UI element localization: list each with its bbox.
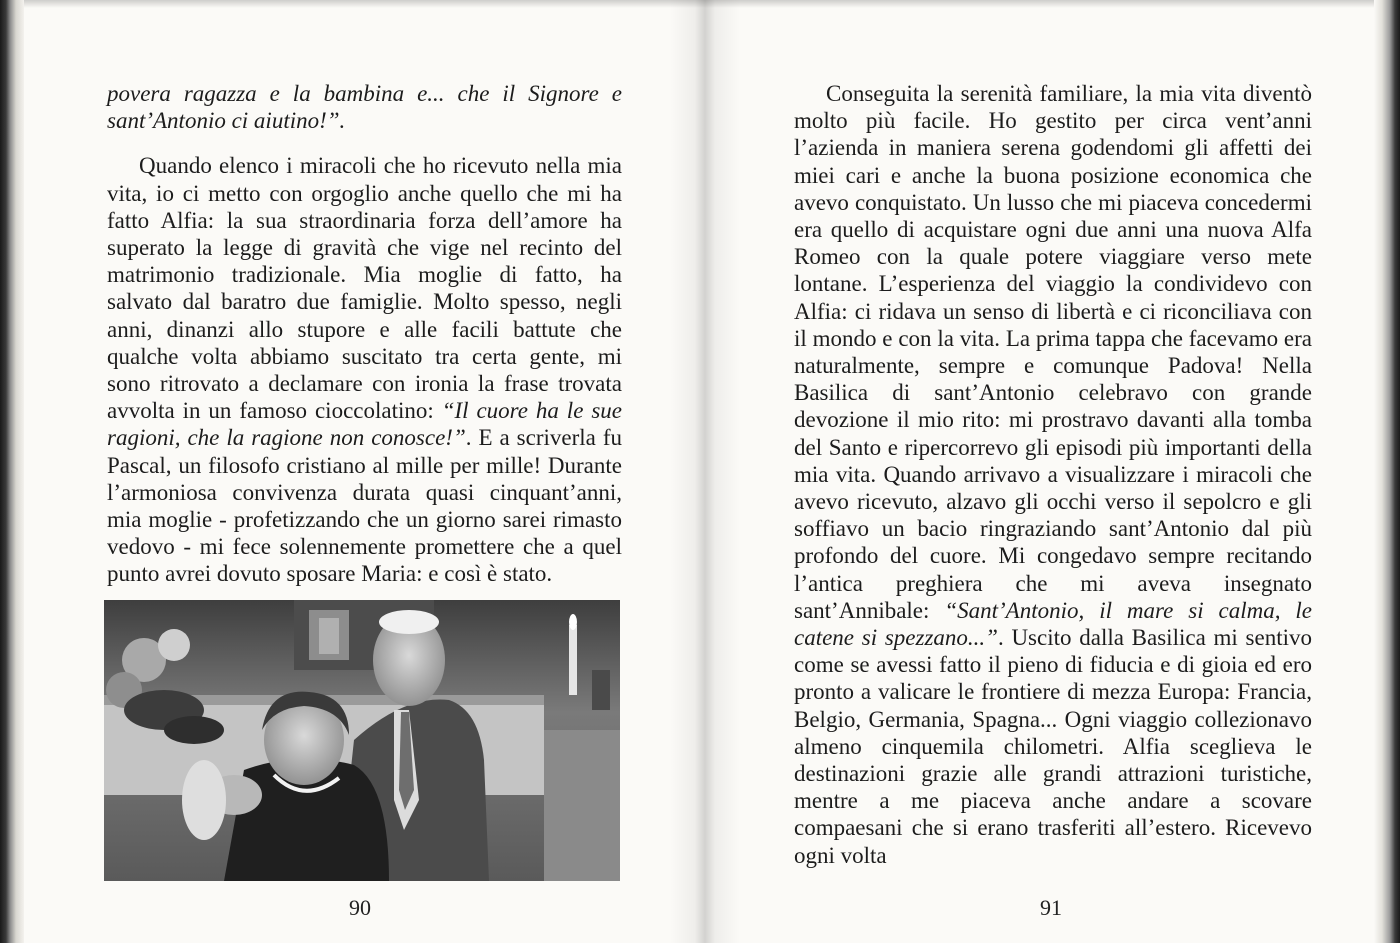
left-page-edge [0,0,24,943]
right-page-edge [1374,0,1400,943]
couple-photo [104,600,620,881]
right-page-text [794,80,1312,869]
left-paragraph [107,152,622,587]
left-page-text [107,80,622,588]
prayer-quote: “Sant’Antonio, il mare si calma, le catene si spezzano...” [794,597,1313,651]
book-gutter [670,0,740,943]
pascal-quote: “Il cuore ha le sue ragioni, che la ragione non conosce!” [107,398,622,451]
quote-continuation: povera ragazza e la bambina e... che il Signore e sant’Antonio ci aiutino!”. [107,81,622,134]
page-number-left: 90 [349,895,371,920]
page-number-right: 91 [1040,895,1062,920]
left-paragraph-part1: Quando elenco i miracoli che ho ricevuto nella mia vita, io ci metto con orgoglio anche quello che mi ha fatto Alfia: la sua straordinaria forza dell’amore ha superato la legge di gravità che vige nel recinto del matrimonio tradizionale. Mia moglie di fatto, ha salvato dal baratro due famiglie. Molto spesso, negli anni, dinanzi allo stupore e alle facili battute che qualche volta abbiamo suscitato tra certa gente, mi sono ritrovato a declamare con ironia la frase trovata avvolta in un famoso cioccolatino: [107,153,622,424]
right-paragraph-part1: Conseguita la serenità familiare, la mia vita diventò molto più facile. Ho gestito per circa vent’anni l’azienda in maniera serena godendomi gli affetti dei miei cari e anche la buona posizione economica che avevo conquistato. Un lusso che mi piaceva concedermi era quello di acquistare ogni due anni una nuova Alfa Romeo con la quale potere viaggiare verso mete lontane. L’esperienza del viaggio la condividevo con Alfia: ci ridava un senso di libertà e ci riconciliava con il mondo e con la vita. La prima tappa che facevamo era naturalmente, sempre e comunque Padova! Nella Basilica di sant’Antonio celebravo con grande devozione il mio rito: mi prostravo davanti alla tomba del Santo e ripercorrevo gli episodi più importanti della mia vita. Quando arrivavo a visualizzare i miracoli che avevo ricevuto, alzavo gli occhi verso il sepolcro e gli soffiavo un bacio ringraziando sant’Antonio dal più profondo del cuore. Mi congedavo sempre recitando l’antica preghiera che mi aveva insegnato sant’Annibale: [794,81,1312,623]
left-paragraph-part2: . E a scriverla fu Pascal, un filosofo cristiano al mille per mille! Durante l’armoniosa convivenza durata quasi cinquant’anni, mia moglie - profetizzando che un giorno sarei rimasto vedovo - mi fece solennemente promettere che a quel punto avrei dovuto sposare Maria: e così è stato. [107,425,622,587]
right-paragraph [794,80,1312,869]
right-paragraph-part2: . Uscito dalla Basilica mi sentivo come se avessi fatto il pieno di fiducia e di gioia ed ero pronto a valicare le frontiere di mezza Europa: Francia, Belgio, Germania, Spagna... Ogni viaggio collezionavo almeno cinquemila chilometri. Alfia sceglieva le destinazioni grazie alle grandi attrazioni turistiche, mentre a me piaceva anche andare a scovare compaesani che si erano trasferiti all’estero. Ricevevo ogni volta [794,625,1312,868]
